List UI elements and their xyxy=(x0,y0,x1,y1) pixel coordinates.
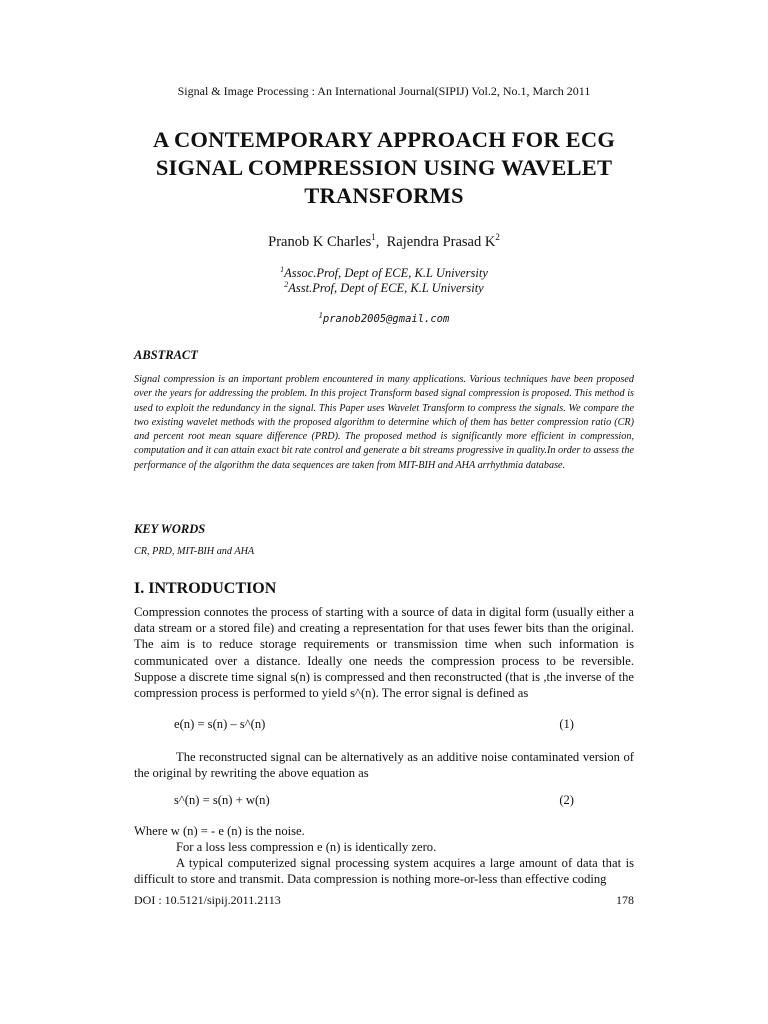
introduction-heading: I. INTRODUCTION xyxy=(134,580,277,597)
author-list xyxy=(0,234,768,251)
affiliation-mark: 2 xyxy=(284,279,289,289)
author-name: Rajendra Prasad K xyxy=(386,234,496,250)
equation-number: (2) xyxy=(559,793,574,807)
author-affiliation-mark: 2 xyxy=(495,232,500,243)
affiliation-text: Asst.Prof, Dept of ECE, K.L University xyxy=(288,281,484,295)
author-email xyxy=(0,313,768,325)
signal-processing-paragraph: A typical computerized signal processing system acquires a large amount of data that is difficult to store and transmit. Data compression is nothing more-or-less than effective coding xyxy=(134,856,634,887)
email-address: pranob2005@gmail.com xyxy=(322,313,450,325)
page-footer xyxy=(134,893,634,909)
affiliation-text: Assoc.Prof, Dept of ECE, K.L University xyxy=(284,266,488,280)
paper-title xyxy=(100,126,668,210)
running-head: Signal & Image Processing : An International Journal(SIPIJ) Vol.2, No.1, March 2011 xyxy=(177,84,591,98)
reconstruction-paragraph: The reconstructed signal can be alternatively as an additive noise contaminated version of the original by rewriting the above equation as xyxy=(134,750,634,781)
keywords-text: CR, PRD, MIT-BIH and AHA xyxy=(134,546,255,557)
keywords-heading: KEY WORDS xyxy=(134,522,206,536)
title-line-1: A CONTEMPORARY APPROACH FOR ECG xyxy=(152,127,616,152)
equation-text: s^(n) = s(n) + w(n) xyxy=(174,793,270,807)
equation-1 xyxy=(134,717,634,733)
title-line-3: TRANSFORMS xyxy=(304,183,464,208)
abstract-text: Signal compression is an important problem encountered in many applications. Various techniques have been proposed over the years for addressing the problem. In this project Transform based signal compression is proposed. This method is used to exploit the redundancy in the signal. This Paper uses Wavelet Transform to compress the signals. We compare the two existing wavelet methods with the proposed algorithm to determine which of them has better compression ratio (CR) and percent root mean square difference (PRD). The proposed method is significantly more efficient in compression, computation and it can attain exact bit rate control and generate a bit streams progressive in quality.In order to assess the performance of the algorithm the data sequences are taken from MIT-BIH and AHA arrhythmia database. xyxy=(134,374,634,471)
lossless-line: For a loss less compression e (n) is identically zero. xyxy=(176,840,437,855)
doi-text: DOI : 10.5121/sipij.2011.2113 xyxy=(134,893,281,907)
page-number: 178 xyxy=(616,893,634,907)
author-affiliation-mark: 1 xyxy=(371,232,376,243)
affiliation-mark: 1 xyxy=(280,264,285,274)
title-line-2: SIGNAL COMPRESSION USING WAVELET xyxy=(155,155,613,180)
abstract-heading: ABSTRACT xyxy=(134,348,198,362)
affiliation-line xyxy=(0,281,768,296)
equation-2 xyxy=(134,793,634,809)
affiliation-line xyxy=(0,266,768,281)
affiliation-list xyxy=(0,266,768,296)
equation-text: e(n) = s(n) – s^(n) xyxy=(174,717,266,731)
author-name: Pranob K Charles xyxy=(268,234,372,250)
noise-paragraph xyxy=(134,823,634,855)
equation-number: (1) xyxy=(559,717,574,731)
email-mark: 1 xyxy=(318,311,323,320)
introduction-paragraph: Compression connotes the process of starting with a source of data in digital form (usually either a data stream or a stored file) and creating a representation for that uses fewer bits than the original. The aim is to reduce storage requirements or transmission time when such information is communicated over a distance. Ideally one needs the compression process to be reversible. Suppose a discrete time signal s(n) is compressed and then reconstructed (that is ,the inverse of the compression process is performed to yield s^(n). The error signal is defined as xyxy=(134,605,634,701)
noise-definition-line: Where w (n) = - e (n) is the noise. xyxy=(134,824,305,838)
author-separator: , xyxy=(375,234,380,250)
